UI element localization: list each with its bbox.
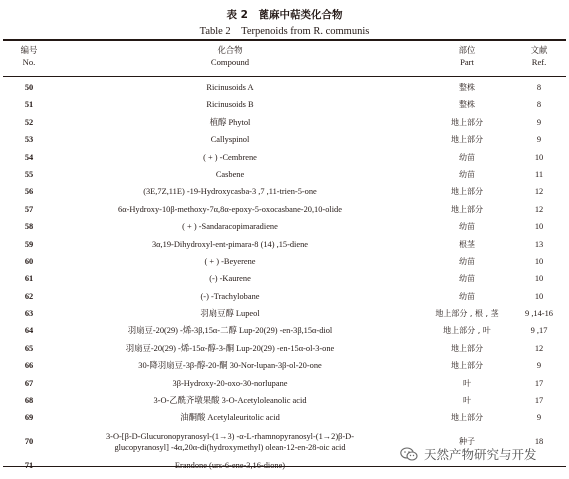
- row-compound: ( + ) -Beyerene: [204, 256, 256, 266]
- row-number: 54: [24, 152, 34, 162]
- row-part: 幼苗: [459, 274, 475, 284]
- row-part: 叶: [463, 396, 471, 406]
- table-row: [0, 392, 569, 409]
- row-part: 幼苗: [459, 291, 475, 301]
- row-number: 56: [24, 187, 34, 197]
- row-compound: Ricinusoids B: [206, 100, 254, 110]
- top-rule: [3, 39, 566, 41]
- row-part: 地上部分: [451, 204, 483, 214]
- row-compound: (-) -Trachylobane: [200, 291, 260, 301]
- header-compound: 化合物 Compound: [210, 45, 250, 67]
- table-row: [0, 340, 569, 357]
- row-part: 种子: [459, 436, 475, 446]
- wechat-icon: [400, 447, 418, 461]
- row-number: 50: [24, 83, 34, 92]
- header-rule: [3, 76, 566, 77]
- table-body: [0, 79, 569, 474]
- row-ref: 17: [534, 378, 544, 388]
- row-ref: 9 ,14-16: [525, 309, 553, 319]
- table-row: [0, 253, 569, 270]
- row-number: 61: [24, 274, 34, 284]
- row-number: 62: [24, 291, 34, 301]
- row-number: 65: [24, 343, 34, 353]
- row-compound: 羽扇豆-20(29) -烯-3β,15α-二醇 Lup-20(29) -en-3β,15α-diol: [127, 326, 333, 336]
- table-row: [0, 322, 569, 339]
- row-ref: 13: [534, 239, 544, 249]
- row-compound: Ricinusoids A: [206, 83, 254, 92]
- row-number: 51: [24, 100, 34, 110]
- row-part: 地上部分: [451, 361, 483, 371]
- row-part: 幼苗: [459, 256, 475, 266]
- row-part: 地上部分: [451, 187, 483, 197]
- row-ref: 12: [534, 343, 544, 353]
- row-ref: 9: [536, 117, 542, 127]
- row-ref: 18: [534, 436, 544, 446]
- row-compound: 植醇 Phytol: [209, 117, 251, 127]
- row-number: 64: [24, 326, 34, 336]
- row-compound: 3β-Hydroxy-20-oxo-30-norlupane: [172, 378, 288, 388]
- header-part: 部位 Part: [458, 45, 476, 67]
- row-part: 地上部分: [451, 135, 483, 145]
- table-row: [0, 218, 569, 235]
- row-compound: ( + ) -Cembrene: [203, 152, 257, 162]
- table-row: [0, 79, 569, 96]
- row-ref: 10: [534, 152, 544, 162]
- row-number: 66: [24, 361, 34, 371]
- table-row: [0, 270, 569, 287]
- row-number: 59: [24, 239, 34, 249]
- row-part: 叶: [463, 378, 471, 388]
- row-ref: 9: [536, 361, 542, 371]
- row-ref: 8: [536, 100, 542, 110]
- table-row: [0, 409, 569, 426]
- row-number: 67: [24, 378, 34, 388]
- table-row: [0, 114, 569, 131]
- row-part: 根茎: [459, 239, 475, 249]
- table-row: [0, 96, 569, 113]
- row-ref: 9: [536, 413, 542, 423]
- row-compound: Callyspinol: [210, 135, 250, 145]
- row-compound: Casbene: [215, 169, 245, 179]
- row-part: 地上部分: [451, 117, 483, 127]
- row-compound: (-) -Kaurene: [209, 274, 251, 284]
- row-compound: (3E,7Z,11E) -19-Hydroxycasba-3 ,7 ,11-trien-5-one: [143, 187, 317, 197]
- row-compound: 6α-Hydroxy-10β-methoxy-7α,8α-epoxy-5-oxocasbane-20,10-olide: [118, 204, 342, 214]
- table-row: [0, 166, 569, 183]
- row-number: 57: [24, 204, 34, 214]
- row-compound: 3-O-[β-D-Glucuronopyranosyl-(1→3) -α-L-rhamnopyranosyl-(1→2)β-D-glucopyranosyl] -4α,20α-di(hydroxymethyl) olean-12-en-28-oic acid: [105, 431, 355, 452]
- row-part: 整株: [459, 100, 475, 110]
- table-row: [0, 305, 569, 322]
- row-number: 69: [24, 413, 34, 423]
- row-part: 幼苗: [459, 169, 475, 179]
- row-number: 60: [24, 256, 34, 266]
- row-part: 幼苗: [459, 152, 475, 162]
- table-row: [0, 149, 569, 166]
- row-ref: 12: [534, 187, 544, 197]
- row-ref: 10: [534, 274, 544, 284]
- table-row: [0, 375, 569, 392]
- header-no: 编号 No.: [20, 45, 38, 67]
- row-part: 地上部分: [451, 343, 483, 353]
- row-number: 70: [24, 436, 34, 446]
- row-ref: 12: [534, 204, 544, 214]
- row-number: 58: [24, 222, 34, 232]
- row-compound: 油酮酸 Acetylaleuritolic acid: [180, 413, 280, 423]
- row-number: 68: [24, 396, 34, 406]
- row-compound: 羽扇豆醇 Lupeol: [200, 309, 260, 319]
- table-row: [0, 201, 569, 218]
- table-row: [0, 288, 569, 305]
- row-number: 55: [24, 169, 34, 179]
- table-caption-en: Table 2 Terpenoids from R. communis: [199, 26, 370, 37]
- row-compound: ( + ) -Sandaracopimaradiene: [182, 222, 278, 232]
- row-ref: 9 ,17: [530, 326, 548, 336]
- header-ref: 文献 Ref.: [530, 45, 548, 67]
- row-compound: 羽扇豆-20(29) -烯-15α-醇-3-酮 Lup-20(29) -en-15α-ol-3-one: [125, 343, 335, 353]
- row-ref: 10: [534, 222, 544, 232]
- row-number: 53: [24, 135, 34, 145]
- watermark-text: 天然产物研究与开发: [424, 447, 537, 462]
- row-compound: 3α,19-Dihydroxyl-ent-pimara-8 (14) ,15-diene: [151, 239, 309, 249]
- row-part: 幼苗: [459, 222, 475, 232]
- row-ref: 17: [534, 396, 544, 406]
- table-row: [0, 236, 569, 253]
- row-ref: 9: [536, 135, 542, 145]
- row-part: 地上部分: [451, 413, 483, 423]
- row-compound: 30-降羽扇豆-3β-醇-20-酮 30-Nor-lupan-3β-ol-20-one: [138, 361, 322, 371]
- table-row: [0, 131, 569, 148]
- row-ref: 10: [534, 256, 544, 266]
- table-caption-cn: 表 2 蓖麻中萜类化合物: [226, 9, 343, 21]
- table-row: [0, 357, 569, 374]
- row-number: 63: [24, 309, 34, 319]
- row-ref: 10: [534, 291, 544, 301]
- row-part: 整株: [459, 83, 475, 92]
- row-part: 地上部分 , 根 , 茎: [435, 309, 499, 319]
- row-compound: 3-O-乙酰齐墩果酸 3-O-Acetyloleanolic acid: [153, 396, 307, 406]
- row-ref: 11: [534, 169, 544, 179]
- row-ref: 8: [536, 83, 542, 92]
- watermark: [400, 444, 537, 464]
- bottom-rule: [3, 466, 566, 467]
- row-part: 地上部分 , 叶: [443, 326, 491, 336]
- row-number: 52: [24, 117, 34, 127]
- table-row: [0, 183, 569, 200]
